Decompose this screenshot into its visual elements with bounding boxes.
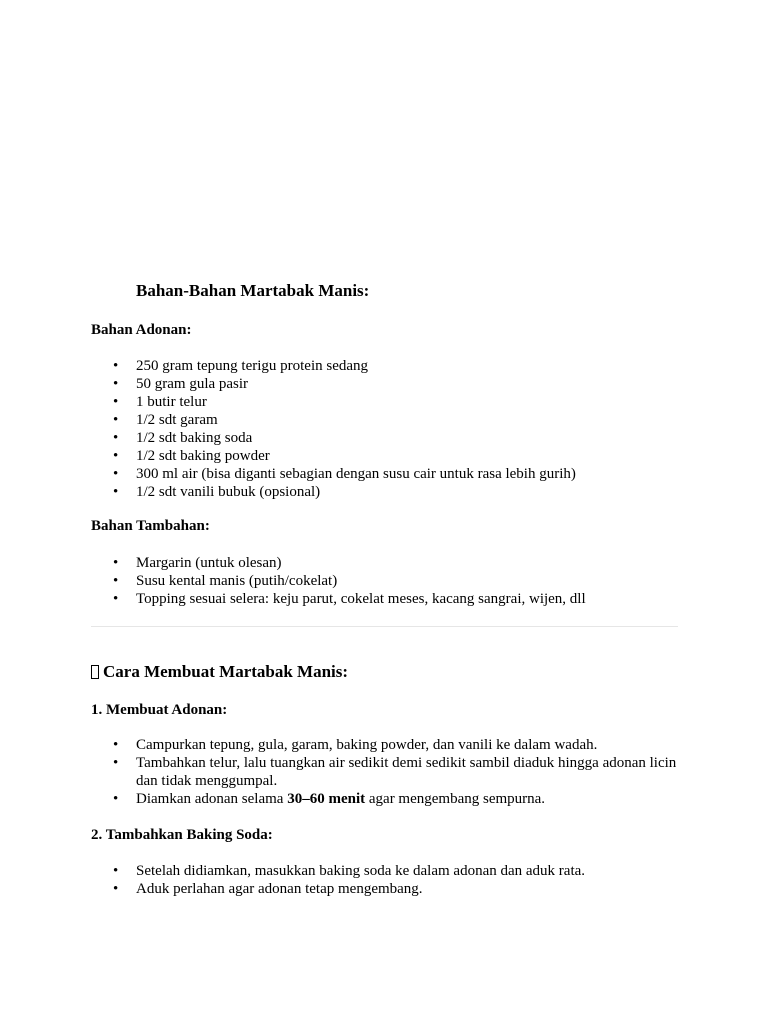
list-item: • 50 gram gula pasir (113, 376, 249, 392)
bullet-icon: • (113, 591, 119, 607)
bullet-icon: • (113, 881, 119, 897)
step-2-list (91, 862, 681, 898)
section-divider (91, 626, 678, 627)
bullet-icon: • (113, 376, 119, 392)
rest-duration: 30–60 menit (287, 791, 366, 807)
bullet-icon: • (113, 484, 119, 500)
list-item: • Topping sesuai selera: keju parut, cokelat meses, kacang sangrai, wijen, dll (113, 591, 586, 607)
bullet-icon: • (113, 573, 119, 589)
list-item: • Aduk perlahan agar adonan tetap mengembang. (113, 881, 423, 897)
list-item: • Susu kental manis (putih/cokelat) (113, 573, 338, 589)
bullet-icon: • (113, 737, 119, 753)
step-2-heading: 2. Tambahkan Baking Soda: (91, 827, 273, 843)
bullet-icon: • (113, 466, 119, 482)
bullet-icon: • (113, 412, 119, 428)
list-item: • 1/2 sdt vanili bubuk (opsional) (113, 484, 321, 500)
list-item: • Setelah didiamkan, masukkan baking soda ke dalam adonan dan aduk rata. (113, 863, 586, 879)
step-1-heading: 1. Membuat Adonan: (91, 702, 228, 718)
list-item: • 250 gram tepung terigu protein sedang (113, 358, 369, 374)
list-item: • Diamkan adonan selama 30–60 menit agar mengembang sempurna. (113, 791, 546, 807)
bullet-icon: • (113, 791, 119, 807)
list-item: • 1/2 sdt baking powder (113, 448, 270, 464)
missing-glyph-icon (91, 665, 99, 679)
bahan-adonan-heading: Bahan Adonan: (91, 322, 192, 338)
list-item: • 1/2 sdt baking soda (113, 430, 253, 446)
bullet-icon: • (113, 755, 119, 771)
bullet-icon: • (113, 394, 119, 410)
cara-membuat-heading: Cara Membuat Martabak Manis: (91, 662, 348, 682)
bullet-icon: • (113, 430, 119, 446)
list-item: • Campurkan tepung, gula, garam, baking powder, dan vanili ke dalam wadah. (113, 737, 598, 753)
list-item: • 1 butir telur (113, 394, 207, 410)
bullet-icon: • (113, 448, 119, 464)
bahan-tambahan-heading: Bahan Tambahan: (91, 518, 210, 534)
bullet-icon: • (113, 555, 119, 571)
bullet-icon: • (113, 863, 119, 879)
step-1-list (91, 736, 681, 808)
bahan-tambahan-list (91, 554, 681, 608)
list-item: • Margarin (untuk olesan) (113, 555, 282, 571)
bullet-icon: • (113, 358, 119, 374)
list-item: • 300 ml air (bisa diganti sebagian dengan susu cair untuk rasa lebih gurih) (113, 466, 576, 482)
list-item: • Tambahkan telur, lalu tuangkan air sedikit demi sedikit sambil diaduk hingga adonan licin dan tidak menggumpal. (113, 755, 677, 789)
bahan-adonan-list (91, 357, 681, 501)
page-title: Bahan-Bahan Martabak Manis: (136, 281, 370, 300)
list-item: • 1/2 sdt garam (113, 412, 218, 428)
